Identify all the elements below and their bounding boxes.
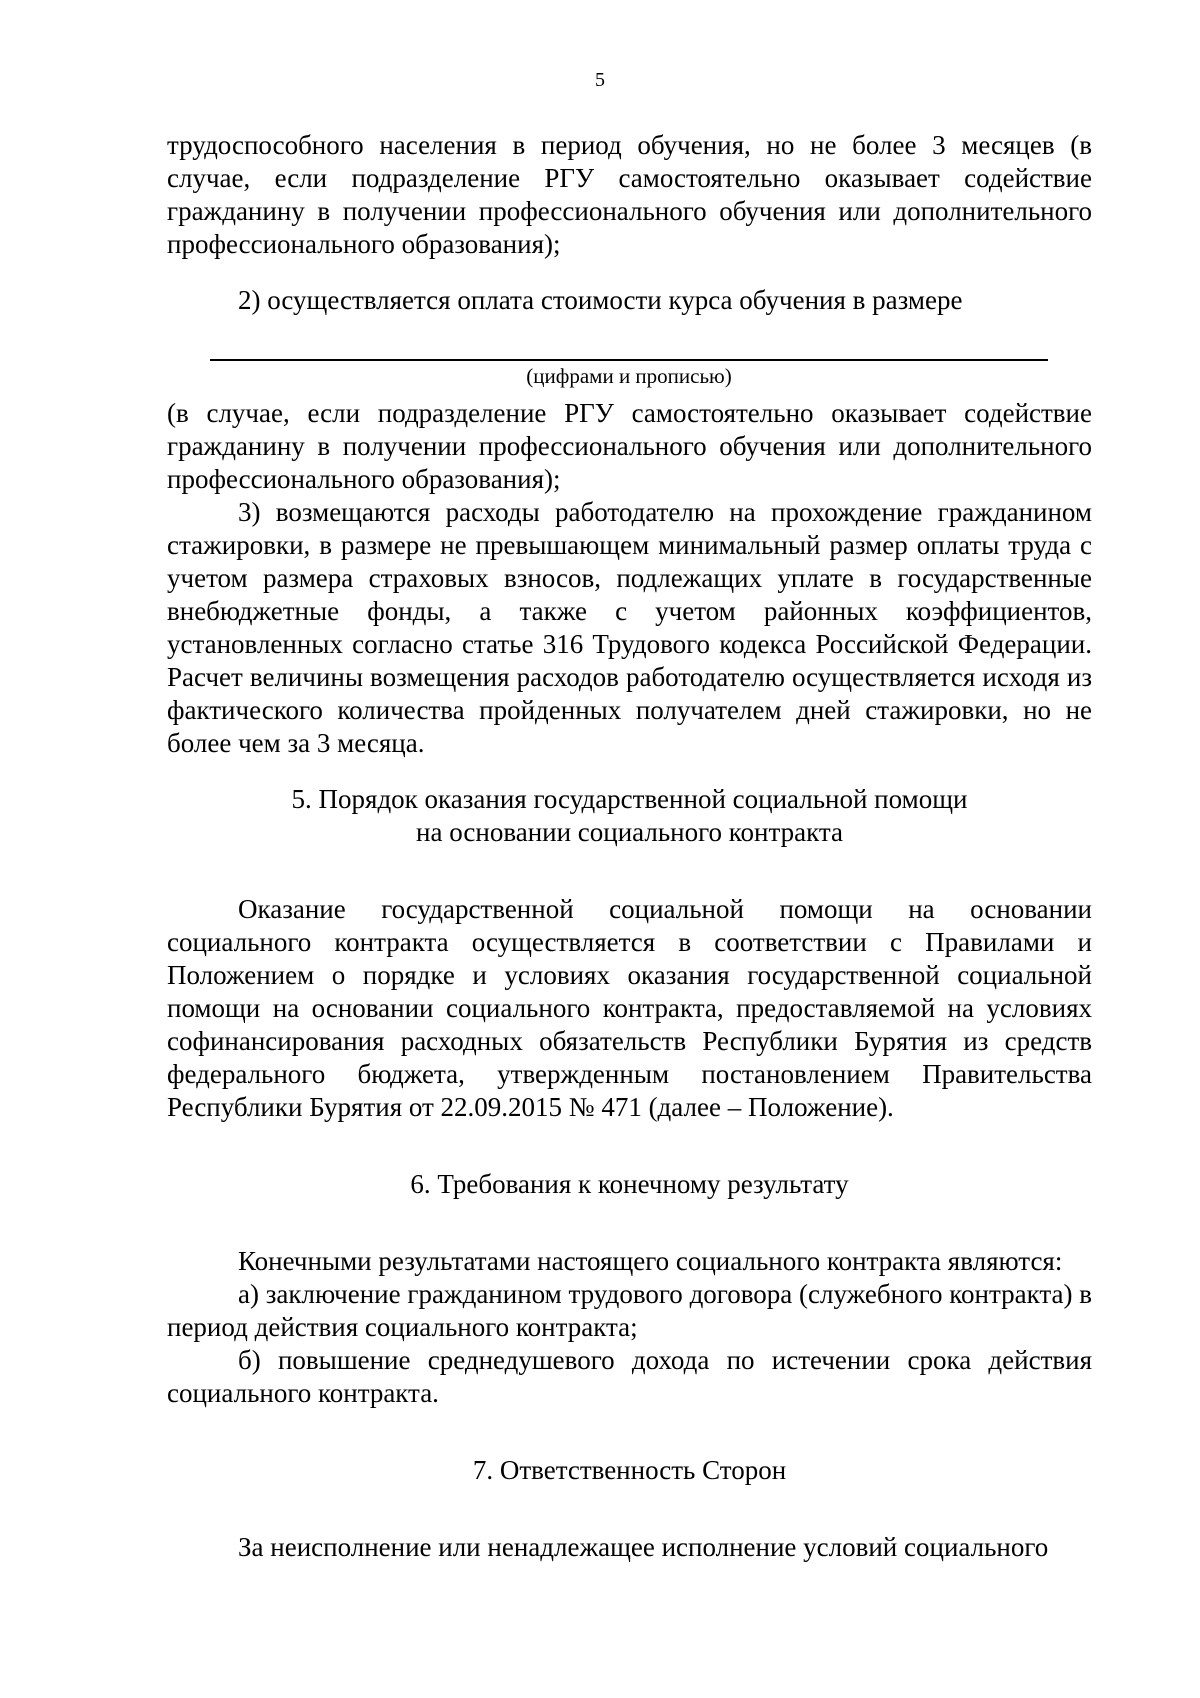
section-7-heading: 7. Ответственность Сторон — [472, 1455, 787, 1485]
paragraph-continuation: трудоспособного населения в период обучения, но не более 3 месяцев (в случае, если подразделение РГУ самостоятельно оказывает содействие гражданину в получении профессионального обучения или дополнительного профессионального образования); — [167, 130, 1092, 259]
paragraph-section-5: Оказание государственной социальной помощи на основании социального контракта осуществляется в соответствии с Правилами и Положением о порядке и условиях оказания государственной социальной помощи на основании социального контракта, предоставляемой на условиях софинансирования расходных обязательств Республики Бурятия из средств федерального бюджета, утвержденным постановлением Правительства Республики Бурятия от 22.09.2015 № 471 (далее – Положение). — [167, 894, 1092, 1122]
section-5-heading-line-2: на основании социального контракта — [416, 817, 843, 847]
amount-blank — [210, 327, 1048, 389]
paragraph-item-a: а) заключение гражданином трудового договора (служебного контракта) в период действия социального контракта; — [167, 1279, 1092, 1342]
paragraph-item-b: б) повышение среднедушевого дохода по истечении срока действия социального контракта. — [167, 1345, 1092, 1408]
section-5-heading — [167, 783, 1092, 849]
paragraph-item-3: 3) возмещаются расходы работодателю на прохождение гражданином стажировки, в размере не превышающем минимальный размер оплаты труда с учетом размера страховых взносов, подлежащих уплате в государственные внебюджетные фонды, а также с учетом районных коэффициентов, установленных согласно статье 316 Трудового кодекса Российской Федерации. Расчет величины возмещения расходов работодателю осуществляется исходя из фактического количества пройденных получателем дней стажировки, но не более чем за 3 месяца. — [167, 497, 1092, 758]
amount-blank-caption: (цифрами и прописью) — [526, 364, 732, 388]
document-body — [167, 129, 1092, 1564]
section-5-heading-line-1: 5. Порядок оказания государственной социальной помощи — [291, 784, 968, 814]
section-6-heading: 6. Требования к конечному результату — [410, 1169, 849, 1199]
page-number: 5 — [595, 69, 605, 91]
paragraph-item-2-continuation: (в случае, если подразделение РГУ самостоятельно оказывает содействие гражданину в получении профессионального обучения или дополнительного профессионального образования); — [167, 398, 1092, 494]
paragraph-section-7: За неисполнение или ненадлежащее исполнение условий социального — [238, 1532, 1049, 1562]
amount-fill-line — [210, 327, 1048, 361]
paragraph-section-6: Конечными результатами настоящего социального контракта являются: — [238, 1246, 1063, 1276]
paragraph-item-2: 2) осуществляется оплата стоимости курса обучения в размере — [238, 285, 963, 315]
